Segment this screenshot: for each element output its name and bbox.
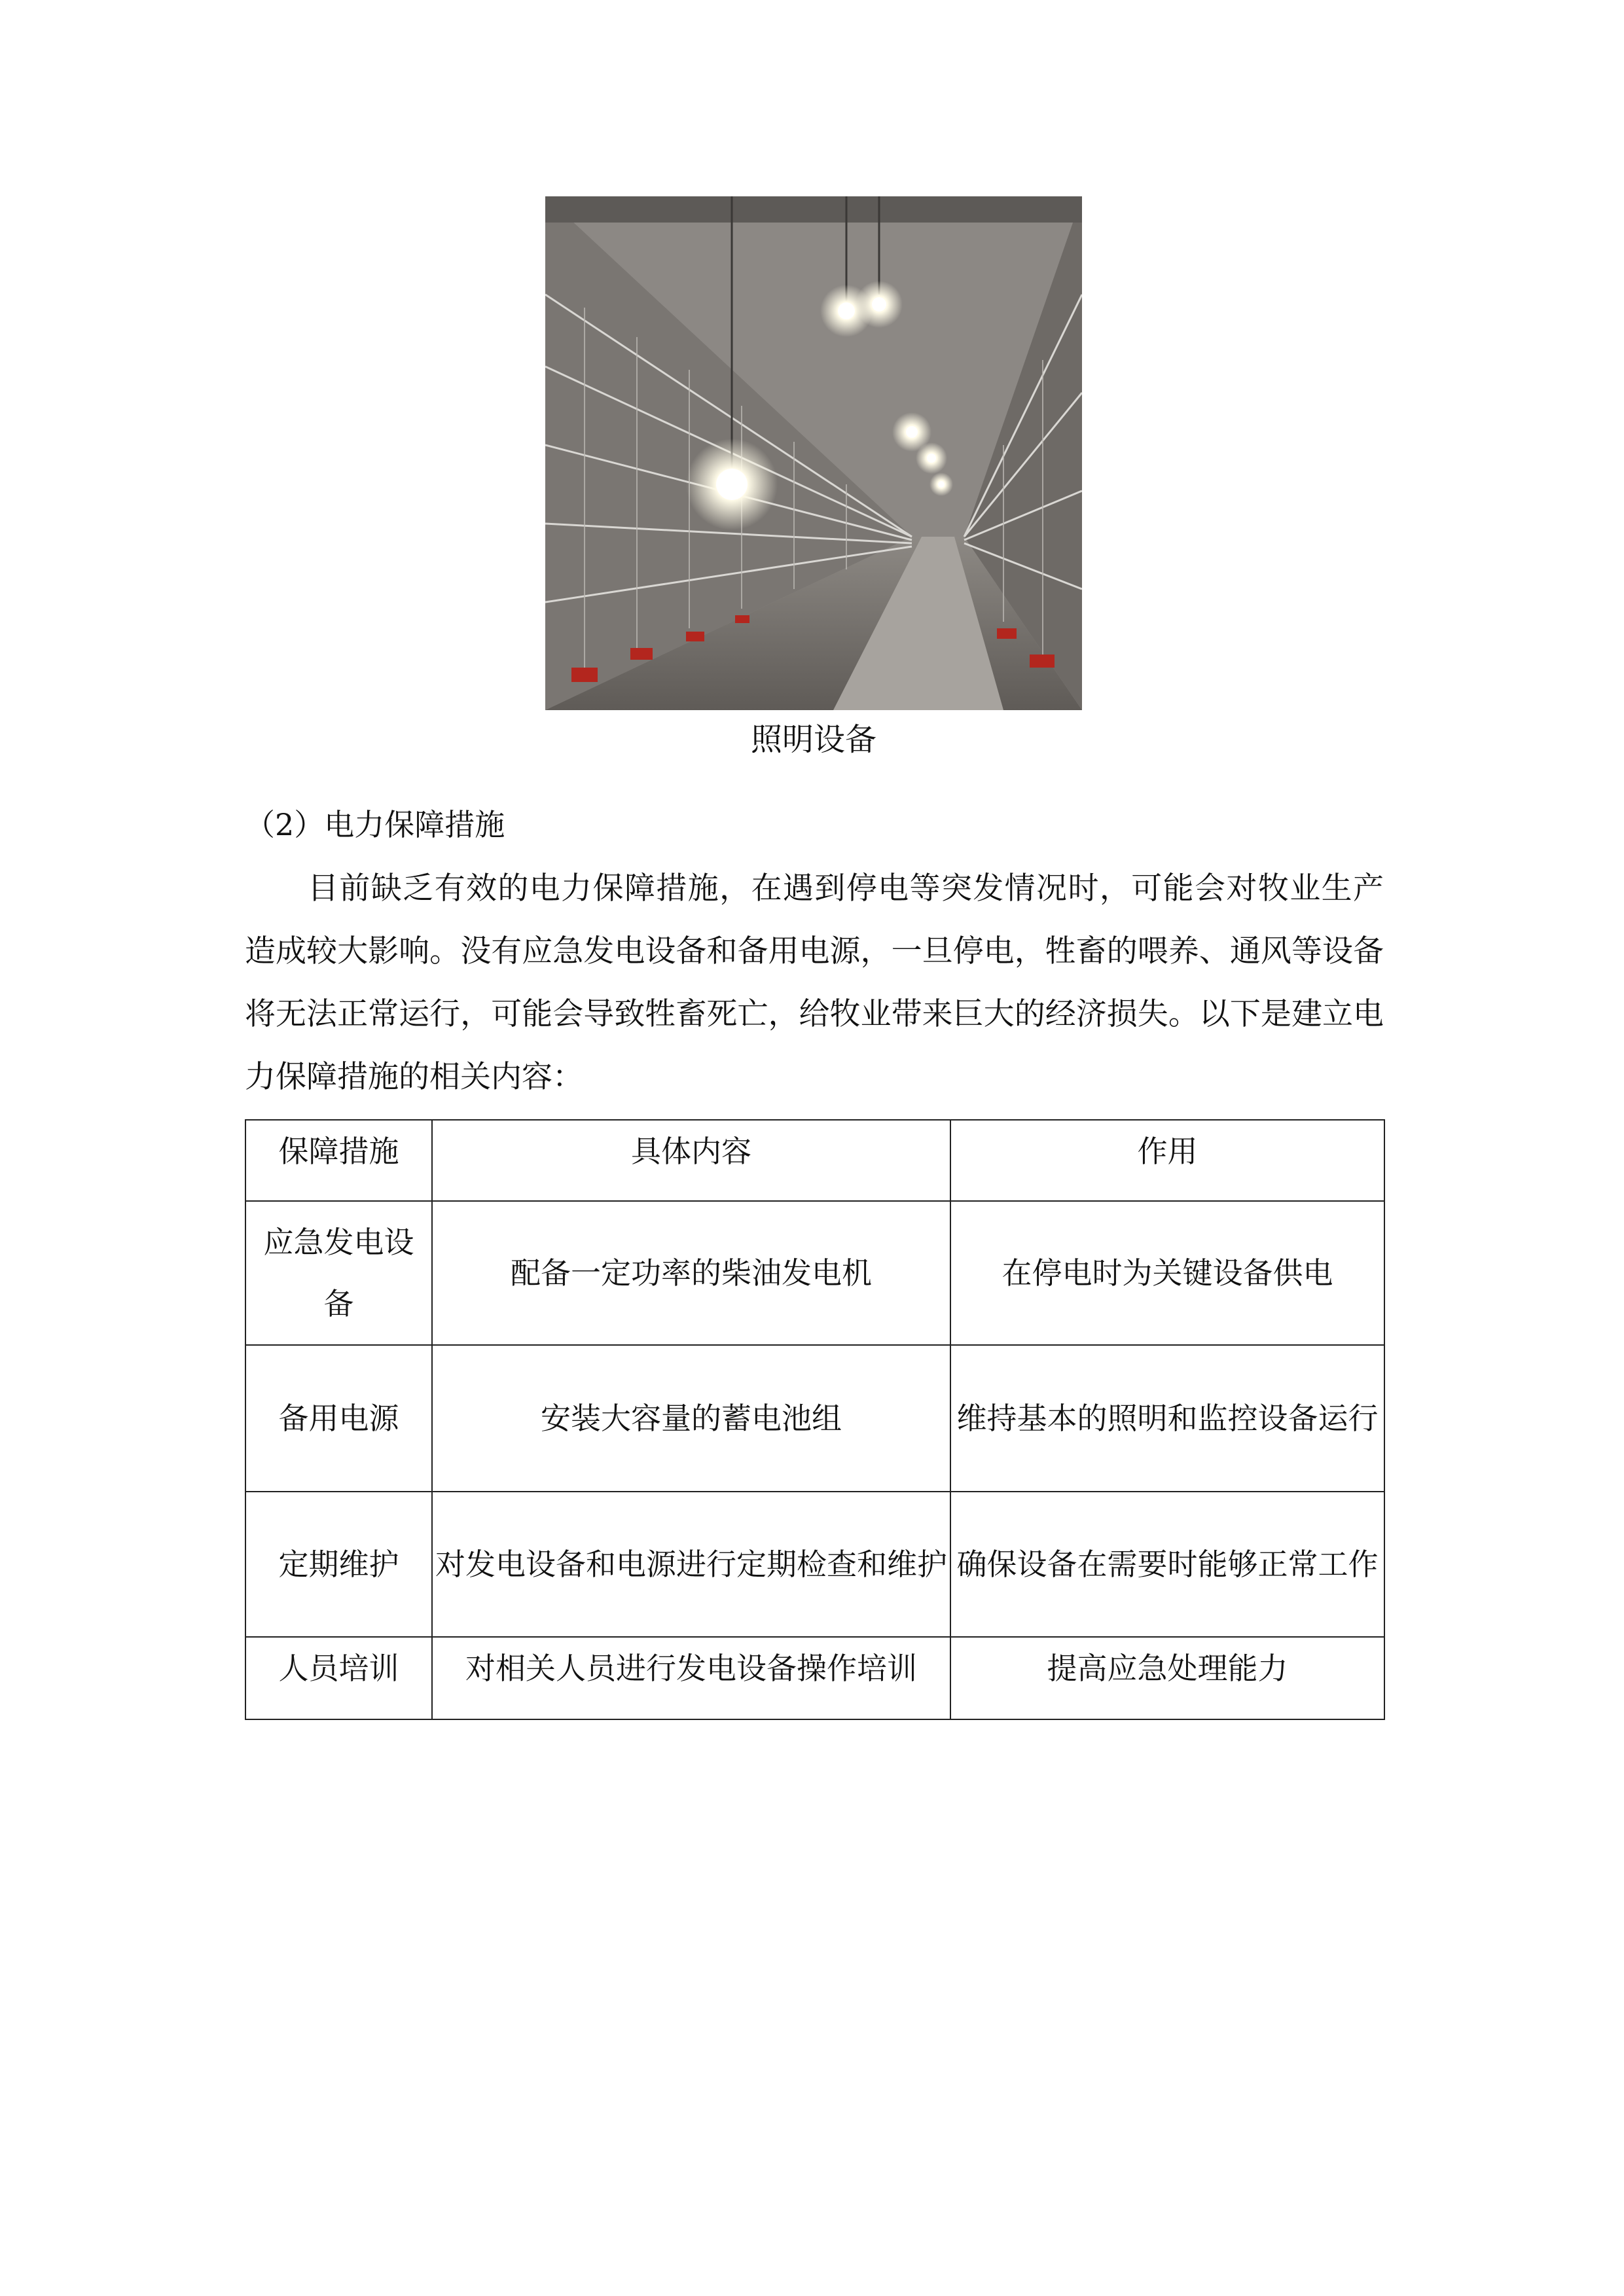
figure-caption: 照明设备 xyxy=(750,721,876,758)
table-cell: 配备一定功率的柴油发电机 xyxy=(432,1201,950,1345)
table-cell: 应急发电设备 xyxy=(245,1201,432,1345)
table-row xyxy=(245,1492,1384,1637)
table-header-row xyxy=(245,1120,1384,1201)
table-header-cell: 保障措施 xyxy=(245,1120,432,1201)
table-row xyxy=(245,1201,1384,1345)
poultry-house-image xyxy=(545,196,1082,710)
table-cell: 人员培训 xyxy=(245,1637,432,1719)
table-cell: 安装大容量的蓄电池组 xyxy=(432,1345,950,1492)
table-cell: 对发电设备和电源进行定期检查和维护 xyxy=(432,1492,950,1637)
table-cell: 提高应急处理能力 xyxy=(950,1637,1384,1719)
power-measures-table xyxy=(245,1119,1385,1720)
table-cell: 定期维护 xyxy=(245,1492,432,1637)
table-cell: 备用电源 xyxy=(245,1345,432,1492)
table-cell: 对相关人员进行发电设备操作培训 xyxy=(432,1637,950,1719)
section-heading: （2）电力保障措施 xyxy=(245,807,505,842)
table-cell: 维持基本的照明和监控设备运行 xyxy=(950,1345,1384,1492)
table-header-cell: 具体内容 xyxy=(432,1120,950,1201)
lighting-equipment-photo xyxy=(545,196,1082,710)
table-row xyxy=(245,1637,1384,1719)
table-cell: 确保设备在需要时能够正常工作 xyxy=(950,1492,1384,1637)
table-header-cell: 作用 xyxy=(950,1120,1384,1201)
table-cell: 在停电时为关键设备供电 xyxy=(950,1201,1384,1345)
section-paragraph: 目前缺乏有效的电力保障措施，在遇到停电等突发情况时，可能会对牧业生产造成较大影响。没有应急发电设备和备用电源，一旦停电，牲畜的喂养、通风等设备将无法正常运行，可能会导致牲畜死亡，给牧业带来巨大的经济损失。以下是建立电力保障措施的相关内容： xyxy=(245,870,1384,1095)
table-row xyxy=(245,1345,1384,1492)
